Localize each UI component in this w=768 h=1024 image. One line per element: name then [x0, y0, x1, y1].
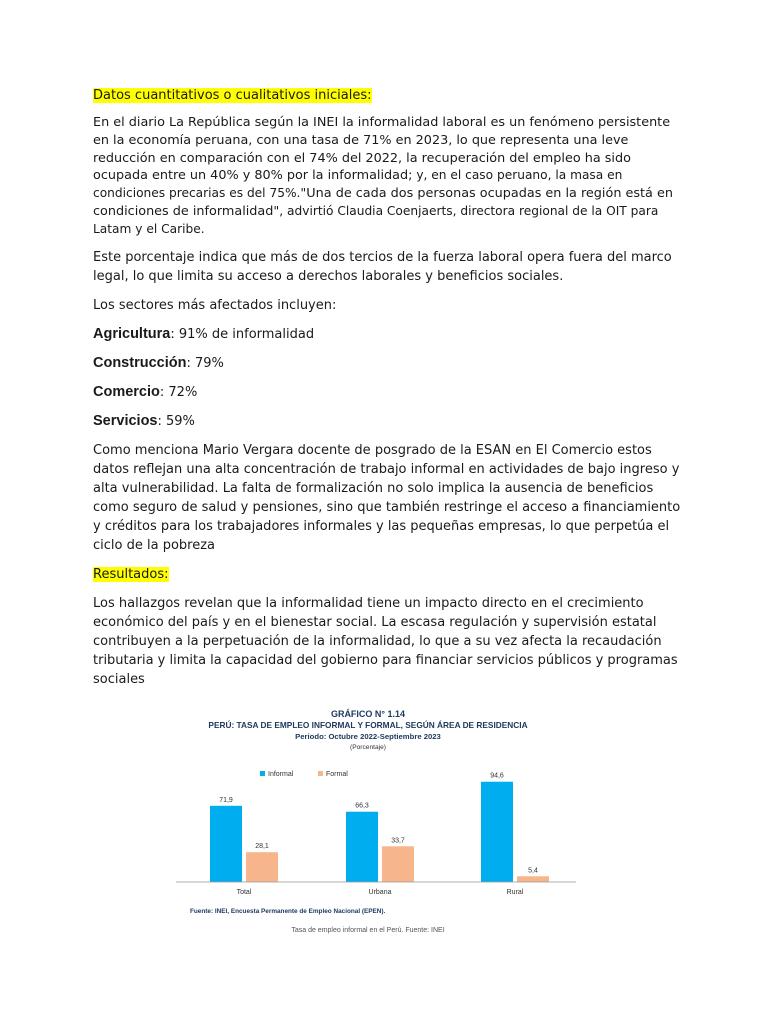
- sectors-list: [93, 325, 683, 431]
- bar-formal-total: [246, 852, 278, 882]
- heading-initial-data: Datos cuantitativos o cualitativos iniciales:: [93, 88, 372, 103]
- chart-svg: [176, 698, 596, 923]
- heading-results: Resultados:: [93, 566, 169, 582]
- data-label: 28,1: [255, 843, 269, 851]
- paragraph-informality-intro: En el diario La República según la INEI la informalidad laboral es un fenómeno persistente en la economía peruana, con una tasa de 71% en 2023, lo que representa una leve reducción en comparación con el 74% del 2022, la recuperación del empleo ha sido ocupada entre un 40% y 80% por la informalidad; y, en el caso peruano, la masa en condiciones precarias es del 75%."Una de cada dos personas ocupadas en la región está en condiciones de informalidad", advirtió Claudia Coenjaerts, directora regional de la OIT para Latam y el Caribe.: [93, 115, 673, 236]
- bar-informal-rural: [481, 782, 513, 882]
- paragraph-vergara: Como menciona Mario Vergara docente de posgrado de la ESAN en El Comercio estos datos reflejan una alta concentración de trabajo informal en actividades de bajo ingreso y alta vulnerabilidad. La falta de formalización no solo implica la ausencia de beneficios como seguro de salud y pensiones, sino que también restringe el acceso a financiamiento y créditos para los trabajadores informales y las pequeñas empresas, lo que perpetúa el ciclo de la pobreza: [93, 442, 681, 553]
- paragraph-percentage: Este porcentaje indica que más de dos tercios de la fuerza laboral opera fuera del marco legal, lo que limita su acceso a derechos laborales y beneficios sociales.: [93, 249, 672, 284]
- sectors-intro: Los sectores más afectados incluyen:: [93, 297, 337, 313]
- chart-bars: [210, 773, 549, 896]
- bar-formal-rural: [517, 876, 549, 882]
- category-label: Rural: [506, 889, 524, 896]
- bar-informal-urbana: [346, 812, 378, 882]
- category-label: Total: [236, 889, 252, 896]
- document-body: [93, 86, 683, 699]
- sector-item: Servicios: 59%: [93, 412, 195, 429]
- bar-informal-total: [210, 806, 242, 882]
- chart-period: Periodo: Octubre 2022-Septiembre 2023: [295, 732, 441, 741]
- legend-label: Informal: [268, 771, 294, 778]
- data-label: 94,6: [490, 772, 504, 780]
- chart-title: GRÁFICO N° 1.14: [330, 709, 406, 719]
- data-label: 66,3: [355, 802, 369, 810]
- data-label: 33,7: [391, 837, 405, 845]
- sector-item: Comercio: 72%: [93, 383, 198, 400]
- data-label: 5,4: [528, 867, 538, 875]
- chart-unit: (Porcentaje): [350, 744, 386, 751]
- bar-formal-urbana: [382, 846, 414, 882]
- chart-subtitle: PERÚ: TASA DE EMPLEO INFORMAL Y FORMAL, SEGÚN ÁREA DE RESIDENCIA: [208, 720, 528, 730]
- legend-label: Formal: [326, 771, 348, 778]
- figure-caption: Tasa de empleo informal en el Perú. Fuente: INEI: [291, 927, 445, 934]
- chart-legend: [260, 771, 348, 778]
- chart-source: Fuente: INEI, Encuesta Permanente de Empleo Nacional (EPEN).: [190, 908, 386, 915]
- sector-item: Construcción: 79%: [93, 354, 224, 371]
- paragraph-findings: Los hallazgos revelan que la informalidad tiene un impacto directo en el crecimiento económico del país y en el bienestar social. La escasa regulación y supervisión estatal contribuyen a la perpetuación de la informalidad, lo que a su vez afecta la recaudación tributaria y limita la capacidad del gobierno para financiar servicios públicos y programas sociales: [93, 595, 678, 687]
- data-label: 71,9: [219, 796, 233, 804]
- category-label: Urbana: [368, 889, 392, 896]
- legend-swatch-informal: [260, 771, 265, 776]
- legend-swatch-formal: [318, 771, 323, 776]
- sector-item: Agricultura: 91% de informalidad: [93, 325, 315, 342]
- employment-chart: [176, 698, 596, 938]
